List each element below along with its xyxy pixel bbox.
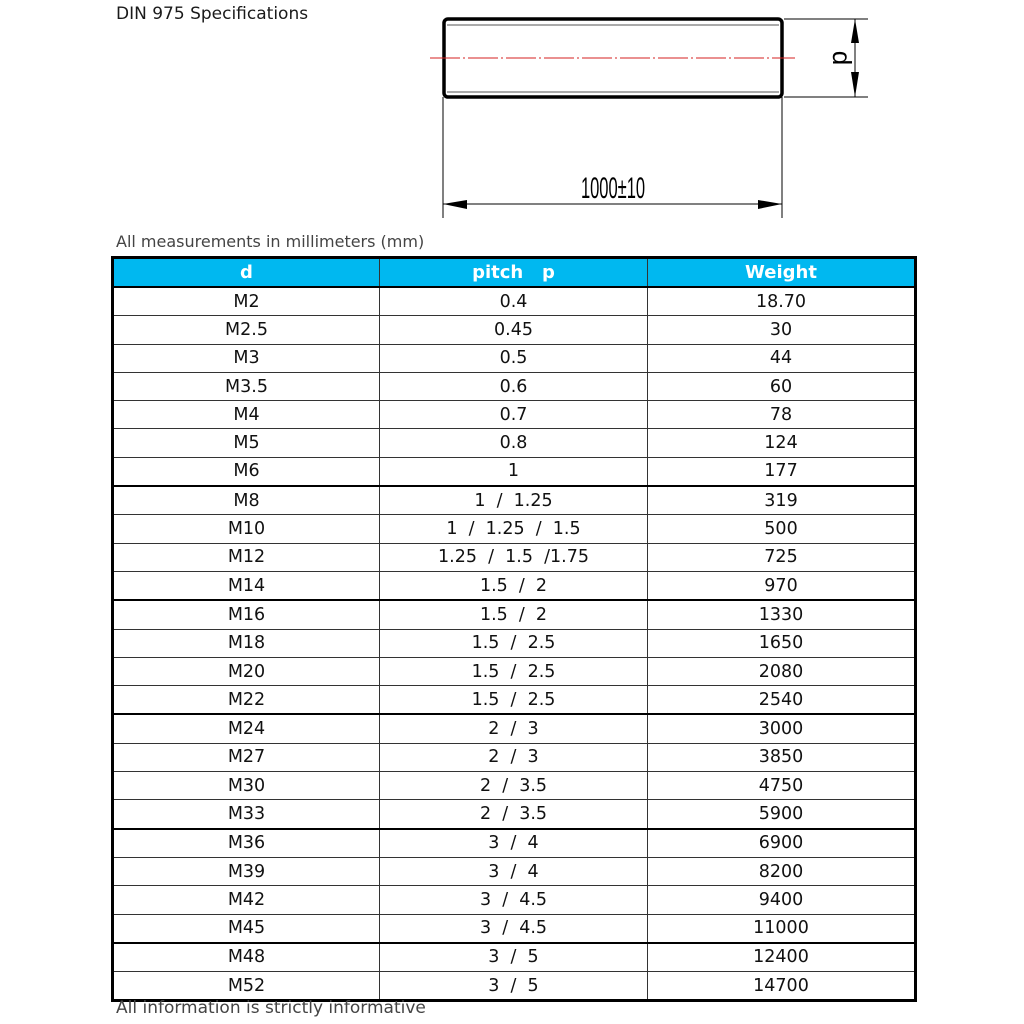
arrow-right-icon — [758, 200, 782, 209]
cell-pitch: 1.5 / 2 — [380, 571, 648, 600]
cell-pitch: 3 / 4.5 — [380, 886, 648, 914]
cell-pitch: 0.5 — [380, 344, 648, 372]
cell-pitch: 2 / 3.5 — [380, 772, 648, 800]
cell-weight: 124 — [648, 429, 916, 457]
cell-diameter: M45 — [113, 914, 380, 943]
cell-pitch: 3 / 5 — [380, 943, 648, 972]
cell-weight: 5900 — [648, 800, 916, 829]
table-row — [113, 316, 916, 344]
table-row — [113, 287, 916, 316]
cell-weight: 319 — [648, 486, 916, 515]
arrow-up-icon — [851, 19, 859, 43]
table-row — [113, 914, 916, 943]
cell-weight: 11000 — [648, 914, 916, 943]
table-row — [113, 829, 916, 858]
cell-diameter: M2 — [113, 287, 380, 316]
cell-diameter: M33 — [113, 800, 380, 829]
table-row — [113, 629, 916, 657]
cell-pitch: 3 / 4.5 — [380, 914, 648, 943]
table-row — [113, 943, 916, 972]
cell-diameter: M27 — [113, 743, 380, 771]
table-row — [113, 972, 916, 1001]
cell-pitch: 2 / 3 — [380, 743, 648, 771]
table-row — [113, 686, 916, 715]
table-row — [113, 714, 916, 743]
column-header-weight: Weight — [648, 258, 916, 288]
cell-weight: 3850 — [648, 743, 916, 771]
cell-diameter: M14 — [113, 571, 380, 600]
cell-diameter: M20 — [113, 657, 380, 685]
cell-pitch: 0.6 — [380, 372, 648, 400]
cell-weight: 30 — [648, 316, 916, 344]
cell-pitch: 1.5 / 2 — [380, 600, 648, 629]
cell-weight: 1650 — [648, 629, 916, 657]
cell-pitch: 0.7 — [380, 401, 648, 429]
cell-pitch: 1.5 / 2.5 — [380, 629, 648, 657]
cell-weight: 500 — [648, 515, 916, 543]
cell-weight: 177 — [648, 457, 916, 486]
cell-diameter: M22 — [113, 686, 380, 715]
table-row — [113, 571, 916, 600]
cell-pitch: 1.5 / 2.5 — [380, 686, 648, 715]
cell-weight: 44 — [648, 344, 916, 372]
cell-pitch: 1 — [380, 457, 648, 486]
table-row — [113, 344, 916, 372]
cell-pitch: 0.8 — [380, 429, 648, 457]
cell-pitch: 0.4 — [380, 287, 648, 316]
cell-weight: 9400 — [648, 886, 916, 914]
column-header-d: d — [113, 258, 380, 288]
cell-weight: 14700 — [648, 972, 916, 1001]
cell-pitch: 3 / 4 — [380, 829, 648, 858]
cell-pitch: 1 / 1.25 / 1.5 — [380, 515, 648, 543]
table-header-row — [113, 258, 916, 288]
cell-diameter: M8 — [113, 486, 380, 515]
cell-pitch: 2 / 3 — [380, 714, 648, 743]
cell-weight: 8200 — [648, 857, 916, 885]
cell-weight: 1330 — [648, 600, 916, 629]
units-note: All measurements in millimeters (mm) — [116, 232, 425, 251]
table-row — [113, 429, 916, 457]
cell-diameter: M2.5 — [113, 316, 380, 344]
table-row — [113, 600, 916, 629]
cell-diameter: M3.5 — [113, 372, 380, 400]
cell-diameter: M12 — [113, 543, 380, 571]
cell-diameter: M3 — [113, 344, 380, 372]
table-row — [113, 515, 916, 543]
arrow-left-icon — [443, 200, 467, 209]
cell-pitch: 2 / 3.5 — [380, 800, 648, 829]
cell-diameter: M39 — [113, 857, 380, 885]
table-row — [113, 886, 916, 914]
diameter-label: d — [827, 50, 858, 66]
length-label: 1000±10 — [580, 171, 646, 206]
cell-diameter: M10 — [113, 515, 380, 543]
table-row — [113, 772, 916, 800]
cell-weight: 18.70 — [648, 287, 916, 316]
cell-weight: 78 — [648, 401, 916, 429]
cell-diameter: M6 — [113, 457, 380, 486]
table-row — [113, 743, 916, 771]
cell-weight: 6900 — [648, 829, 916, 858]
cell-diameter: M42 — [113, 886, 380, 914]
table-row — [113, 486, 916, 515]
cell-diameter: M36 — [113, 829, 380, 858]
cell-weight: 4750 — [648, 772, 916, 800]
disclaimer-footnote: All information is strictly informative — [116, 998, 426, 1018]
cell-weight: 970 — [648, 571, 916, 600]
cell-weight: 2540 — [648, 686, 916, 715]
table-row — [113, 457, 916, 486]
cell-weight: 725 — [648, 543, 916, 571]
table-row — [113, 857, 916, 885]
cell-weight: 12400 — [648, 943, 916, 972]
cell-diameter: M5 — [113, 429, 380, 457]
page-title: DIN 975 Specifications — [116, 4, 309, 24]
table-row — [113, 372, 916, 400]
cell-diameter: M4 — [113, 401, 380, 429]
cell-pitch: 3 / 5 — [380, 972, 648, 1001]
table-row — [113, 800, 916, 829]
cell-diameter: M52 — [113, 972, 380, 1001]
arrow-down-icon — [851, 72, 859, 97]
cell-diameter: M24 — [113, 714, 380, 743]
column-header-pitch: pitch p — [380, 258, 648, 288]
table-row — [113, 543, 916, 571]
cell-pitch: 3 / 4 — [380, 857, 648, 885]
table-row — [113, 657, 916, 685]
cell-weight: 2080 — [648, 657, 916, 685]
cell-pitch: 0.45 — [380, 316, 648, 344]
cell-diameter: M30 — [113, 772, 380, 800]
cell-weight: 3000 — [648, 714, 916, 743]
cell-pitch: 1 / 1.25 — [380, 486, 648, 515]
cell-pitch: 1.25 / 1.5 /1.75 — [380, 543, 648, 571]
table-row — [113, 401, 916, 429]
cell-weight: 60 — [648, 372, 916, 400]
cell-diameter: M18 — [113, 629, 380, 657]
threaded-rod-drawing — [0, 0, 1024, 230]
cell-diameter: M16 — [113, 600, 380, 629]
cell-pitch: 1.5 / 2.5 — [380, 657, 648, 685]
specifications-table — [111, 256, 917, 1002]
cell-diameter: M48 — [113, 943, 380, 972]
